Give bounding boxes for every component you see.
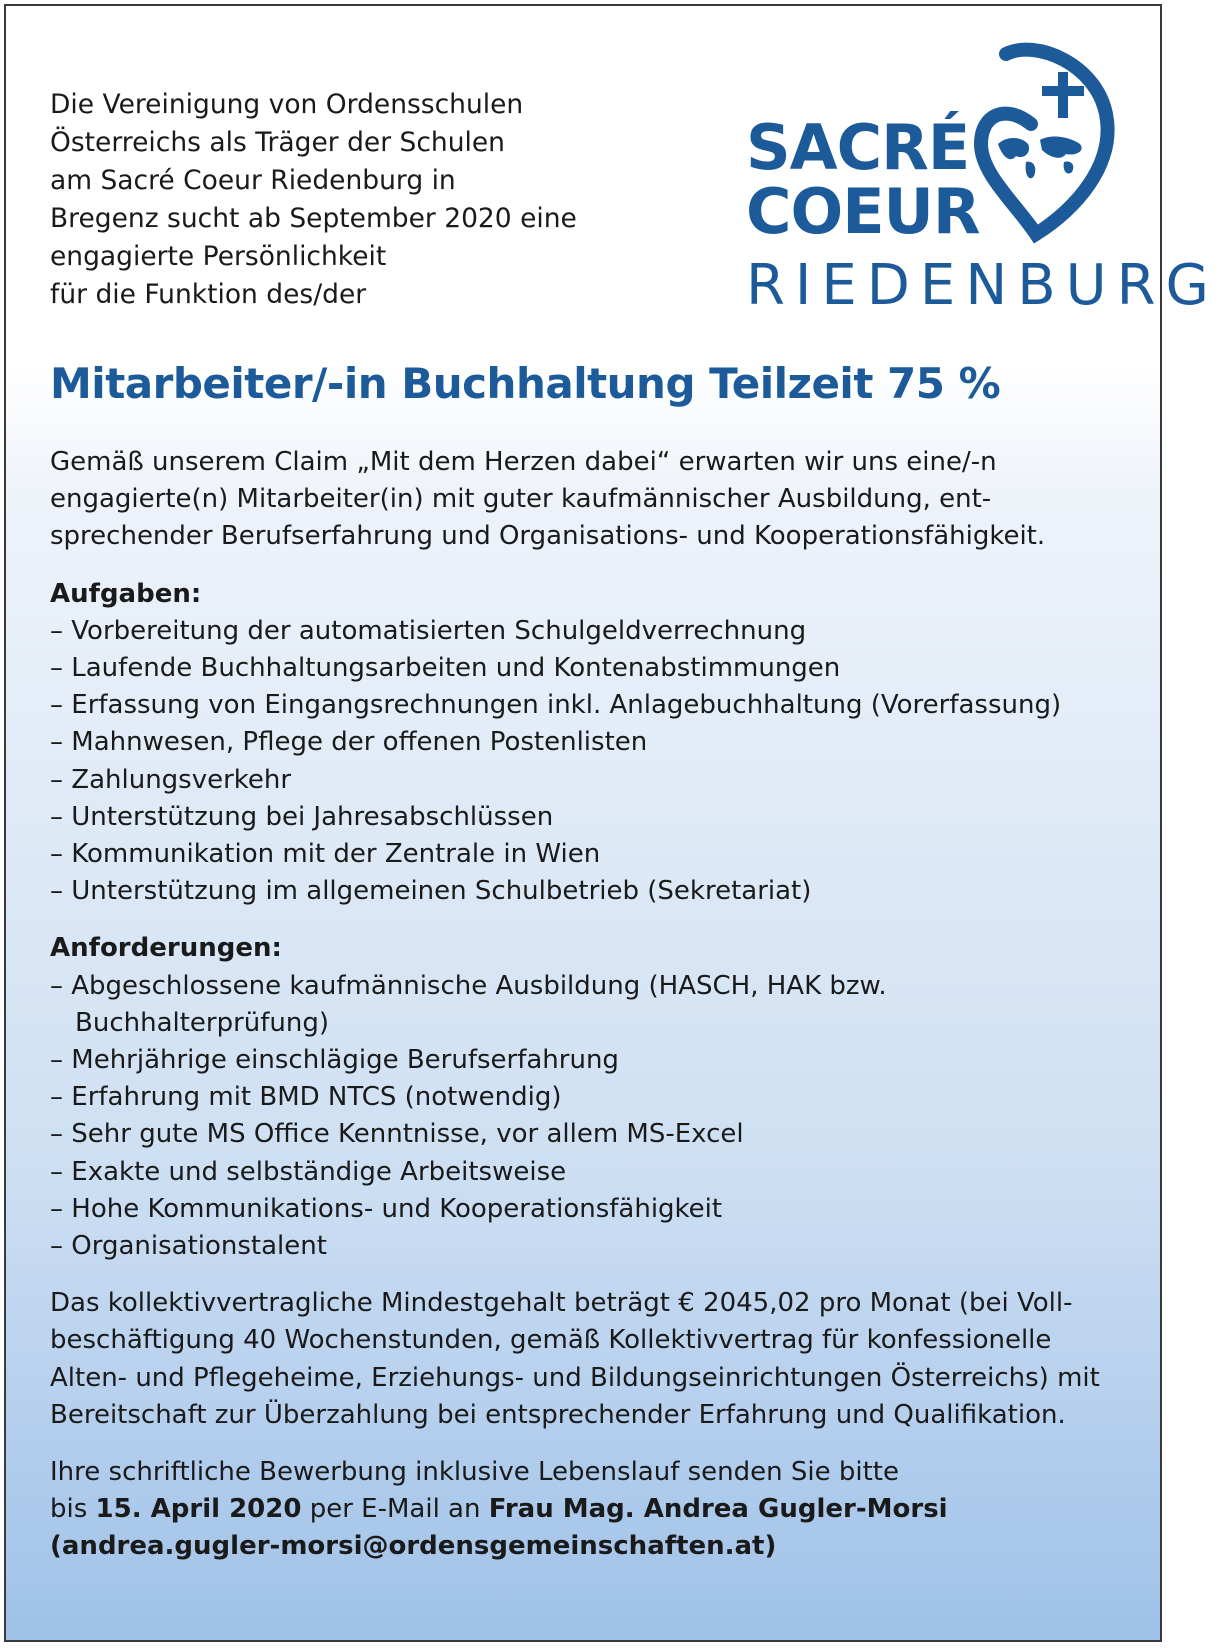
job-posting-document xyxy=(4,4,1219,1642)
claim-line: sprechender Berufserfahrung und Organisations- und Kooperationsfähigkeit. xyxy=(50,521,1046,552)
intro-line: Österreichs als Träger der Schulen xyxy=(50,127,505,158)
application-line: Ihre schriftliche Bewerbung inklusive Lebenslauf senden Sie bitte xyxy=(50,1457,899,1488)
deadline-date: 15. April 2020 xyxy=(95,1494,302,1525)
sacre-coeur-logo xyxy=(746,44,1219,324)
salary-line: beschäftigung 40 Wochenstunden, gemäß Kollektivvertrag für konfessionelle xyxy=(50,1325,1052,1356)
list-item: – Vorbereitung der automatisierten Schulgeldverrechnung xyxy=(50,615,807,646)
posting-body xyxy=(50,444,1130,1566)
intro-line: für die Funktion des/der xyxy=(50,279,367,310)
application-deadline-line xyxy=(50,1491,1130,1528)
salary-paragraph xyxy=(50,1285,1130,1434)
list-item: – Laufende Buchhaltungsarbeiten und Kontenabstimmungen xyxy=(50,653,841,684)
list-item: – Erfahrung mit BMD NTCS (notwendig) xyxy=(50,1082,562,1113)
list-item: – Mahnwesen, Pflege der offenen Postenlisten xyxy=(50,727,648,758)
list-item: – Kommunikation mit der Zentrale in Wien xyxy=(50,839,601,870)
intro-text xyxy=(50,86,690,314)
intro-line: Die Vereinigung von Ordensschulen xyxy=(50,89,524,120)
list-item: – Organisationstalent xyxy=(50,1231,327,1262)
logo-wordmark xyxy=(746,111,980,248)
list-item-continuation xyxy=(50,1005,1130,1042)
intro-line: Bregenz sucht ab September 2020 eine xyxy=(50,203,577,234)
list-item: – Hohe Kommunikations- und Kooperationsfähigkeit xyxy=(50,1193,723,1224)
salary-line: Bereitschaft zur Überzahlung bei entsprechender Erfahrung und Qualifikation. xyxy=(50,1399,1066,1430)
per-email-text: per E-Mail an xyxy=(301,1494,489,1525)
aufgaben-list xyxy=(50,613,1130,911)
salary-line: Alten- und Pflegeheime, Erziehungs- und Bildungseinrichtungen Österreichs) mit xyxy=(50,1362,1100,1393)
aufgaben-heading: Aufgaben: xyxy=(50,578,202,609)
list-item: – Unterstützung bei Jahresabschlüssen xyxy=(50,801,554,832)
list-item: – Abgeschlossene kaufmännische Ausbildung (HASCH, HAK bzw. xyxy=(50,970,887,1001)
logo-line-riedenburg: RIEDENBURG xyxy=(746,253,1219,318)
bis-text: bis xyxy=(50,1494,96,1525)
list-item-continuation-text: Buchhalterprüfung) xyxy=(75,1007,330,1038)
list-item: – Sehr gute MS Office Kenntnisse, vor allem MS-Excel xyxy=(50,1119,744,1150)
application-paragraph xyxy=(50,1454,1130,1566)
intro-line: am Sacré Coeur Riedenburg in xyxy=(50,165,456,196)
claim-line: engagierte(n) Mitarbeiter(in) mit guter kaufmännischer Ausbildung, ent- xyxy=(50,484,992,515)
salary-line: Das kollektivvertragliche Mindestgehalt beträgt € 2045,02 pro Monat (bei Voll- xyxy=(50,1288,1073,1319)
intro-line: engagierte Persönlichkeit xyxy=(50,241,387,272)
list-item: – Unterstützung im allgemeinen Schulbetrieb (Sekretariat) xyxy=(50,876,812,907)
list-item: – Zahlungsverkehr xyxy=(50,764,292,795)
page-title: Mitarbeiter/-in Buchhaltung Teilzeit 75 % xyxy=(50,359,1001,408)
claim-paragraph xyxy=(50,444,1130,556)
list-item: – Mehrjährige einschlägige Berufserfahrung xyxy=(50,1045,619,1076)
contact-name: Frau Mag. Andrea Gugler-Morsi xyxy=(488,1494,948,1525)
heart-globe-icon xyxy=(976,44,1126,244)
list-item: – Exakte und selbständige Arbeitsweise xyxy=(50,1156,567,1187)
list-item: – Erfassung von Eingangsrechnungen inkl. Anlagebuchhaltung (Vorerfassung) xyxy=(50,690,1062,721)
contact-email-link[interactable]: (andrea.gugler-morsi@ordensgemeinschaften.at) xyxy=(50,1531,777,1562)
logo-line-sacre: SACRÉ xyxy=(746,111,970,184)
logo-line-coeur: COEUR xyxy=(746,175,980,248)
anforderungen-list xyxy=(50,968,1130,1266)
claim-line: Gemäß unserem Claim „Mit dem Herzen dabei“ erwarten wir uns eine/-n xyxy=(50,447,997,477)
anforderungen-heading: Anforderungen: xyxy=(50,933,282,964)
